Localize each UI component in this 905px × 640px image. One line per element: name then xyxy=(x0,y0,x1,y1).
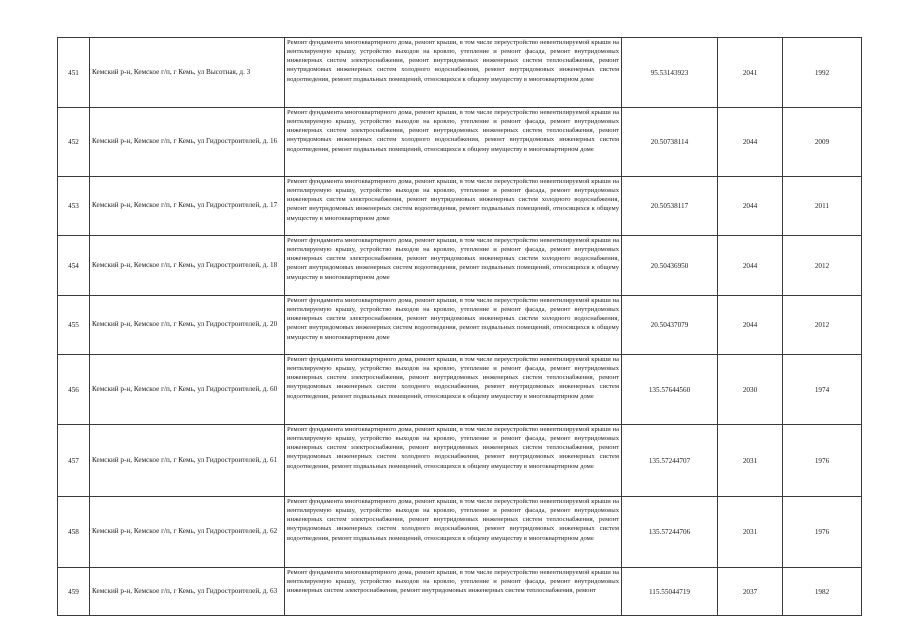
repair-works-text: Ремонт фундамента многоквартирного дома, ремонт крыши, в том числе переустройство невентилируемой крыши на вентилируемую крышу, устройство выходов на кровлю, утепление и ремонт фасада, ремонт внутридомовых инженерных систем электроснабжения, ремонт внутридомовых инженерных систем теплоснабжения, ремонт внутридомовых инженерных систем холодного водоснабжения, ремонт внутридомовых инженерных систем водоотведения, ремонт подвальных помещений, относящихся к общему имуществу в многоквартирном доме xyxy=(287,498,619,542)
cost-value: 115.55044719 xyxy=(622,568,718,616)
building-address: Кемский р-н, Кемское г/п, г Кемь, ул Гидростроителей, д. 16 xyxy=(90,108,285,177)
planned-year: 2044 xyxy=(718,236,783,296)
row-number: 457 xyxy=(58,425,90,497)
repair-works-text: Ремонт фундамента многоквартирного дома, ремонт крыши, в том числе переустройство невентилируемой крыши на вентилируемую крышу, устройство выходов на кровлю, утепление и ремонт фасада, ремонт внутридомовых инженерных систем электроснабжения, ремонт внутридомовых инженерных систем холодного водоснабжения, ремонт внутридомовых инженерных систем водоотведения, ремонт подвальных помещений, относящихся к общему имуществу в многоквартирном доме xyxy=(287,178,619,222)
row-number: 451 xyxy=(58,38,90,108)
cost-value: 135.57244707 xyxy=(622,425,718,497)
table-row xyxy=(58,38,862,108)
construction-year: 1974 xyxy=(783,355,862,425)
building-address: Кемский р-н, Кемское г/п, г Кемь, ул Гидростроителей, д. 20 xyxy=(90,296,285,355)
construction-year: 1992 xyxy=(783,38,862,108)
repair-works-text: Ремонт фундамента многоквартирного дома, ремонт крыши, в том числе переустройство невентилируемой крыши на вентилируемую крышу, устройство выходов на кровлю, утепление и ремонт фасада, ремонт внутридомовых инженерных систем электроснабжения, ремонт внутридомовых инженерных систем теплоснабжения, ремонт внутридомовых инженерных систем холодного водоснабжения, ремонт внутридомовых инженерных систем водоотведения, ремонт подвальных помещений, относящихся к общему имуществу в многоквартирном доме xyxy=(287,109,619,153)
repair-works-text: Ремонт фундамента многоквартирного дома, ремонт крыши, в том числе переустройство невентилируемой крыши на вентилируемую крышу, устройство выходов на кровлю, утепление и ремонт фасада, ремонт внутридомовых инженерных систем электроснабжения, ремонт внутридомовых инженерных систем холодного водоснабжения, ремонт внутридомовых инженерных систем водоотведения, ремонт подвальных помещений, относящихся к общему имуществу в многоквартирном доме xyxy=(287,297,619,341)
table-row xyxy=(58,425,862,497)
construction-year: 2012 xyxy=(783,296,862,355)
planned-year: 2030 xyxy=(718,355,783,425)
repair-works-text: Ремонт фундамента многоквартирного дома, ремонт крыши, в том числе переустройство невентилируемой крыши на вентилируемую крышу, устройство выходов на кровлю, утепление и ремонт фасада, ремонт внутридомовых инженерных систем электроснабжения, ремонт внутридомовых инженерных систем теплоснабжения, ремонт xyxy=(287,569,619,595)
repair-works xyxy=(285,108,622,177)
repair-works xyxy=(285,38,622,108)
construction-year: 2011 xyxy=(783,177,862,236)
table-row xyxy=(58,497,862,568)
cost-value: 20.50436950 xyxy=(622,236,718,296)
construction-year: 1982 xyxy=(783,568,862,616)
row-number: 454 xyxy=(58,236,90,296)
row-number: 459 xyxy=(58,568,90,616)
planned-year: 2041 xyxy=(718,38,783,108)
cost-value: 20.50437079 xyxy=(622,296,718,355)
planned-year: 2044 xyxy=(718,108,783,177)
cost-value: 20.50738114 xyxy=(622,108,718,177)
planned-year: 2044 xyxy=(718,296,783,355)
building-address: Кемский р-н, Кемское г/п, г Кемь, ул Гидростроителей, д. 60 xyxy=(90,355,285,425)
repair-works xyxy=(285,568,622,616)
table-row xyxy=(58,296,862,355)
cost-value: 95.53143923 xyxy=(622,38,718,108)
repair-works-text: Ремонт фундамента многоквартирного дома, ремонт крыши, в том числе переустройство невентилируемой крыши на вентилируемую крышу, устройство выходов на кровлю, утепление и ремонт фасада, ремонт внутридомовых инженерных систем электроснабжения, ремонт внутридомовых инженерных систем холодного водоснабжения, ремонт внутридомовых инженерных систем водоотведения, ремонт подвальных помещений, относящихся к общему имуществу в многоквартирном доме xyxy=(287,237,619,281)
planned-year: 2031 xyxy=(718,497,783,568)
repair-works xyxy=(285,236,622,296)
construction-year: 2009 xyxy=(783,108,862,177)
document-page xyxy=(57,37,848,617)
row-number: 455 xyxy=(58,296,90,355)
planned-year: 2037 xyxy=(718,568,783,616)
building-address: Кемский р-н, Кемское г/п, г Кемь, ул Высотная, д. 3 xyxy=(90,38,285,108)
repair-works xyxy=(285,425,622,497)
cost-value: 135.57644560 xyxy=(622,355,718,425)
building-address: Кемский р-н, Кемское г/п, г Кемь, ул Гидростроителей, д. 17 xyxy=(90,177,285,236)
building-address: Кемский р-н, Кемское г/п, г Кемь, ул Гидростроителей, д. 62 xyxy=(90,497,285,568)
repair-works xyxy=(285,177,622,236)
repair-works xyxy=(285,296,622,355)
repair-works xyxy=(285,355,622,425)
table-row xyxy=(58,568,862,616)
construction-year: 1976 xyxy=(783,425,862,497)
row-number: 458 xyxy=(58,497,90,568)
row-number: 456 xyxy=(58,355,90,425)
building-address: Кемский р-н, Кемское г/п, г Кемь, ул Гидростроителей, д. 61 xyxy=(90,425,285,497)
building-address: Кемский р-н, Кемское г/п, г Кемь, ул Гидростроителей, д. 63 xyxy=(90,568,285,616)
construction-year: 1976 xyxy=(783,497,862,568)
table-row xyxy=(58,355,862,425)
table-row xyxy=(58,108,862,177)
repair-works xyxy=(285,497,622,568)
planned-year: 2031 xyxy=(718,425,783,497)
row-number: 453 xyxy=(58,177,90,236)
building-address: Кемский р-н, Кемское г/п, г Кемь, ул Гидростроителей, д. 18 xyxy=(90,236,285,296)
repair-works-text: Ремонт фундамента многоквартирного дома, ремонт крыши, в том числе переустройство невентилируемой крыши на вентилируемую крышу, устройство выходов на кровлю, утепление и ремонт фасада, ремонт внутридомовых инженерных систем электроснабжения, ремонт внутридомовых инженерных систем теплоснабжения, ремонт внутридомовых инженерных систем холодного водоснабжения, ремонт внутридомовых инженерных систем водоотведения, ремонт подвальных помещений, относящихся к общему имуществу в многоквартирном доме xyxy=(287,39,619,83)
row-number: 452 xyxy=(58,108,90,177)
table-row xyxy=(58,177,862,236)
repair-works-text: Ремонт фундамента многоквартирного дома, ремонт крыши, в том числе переустройство невентилируемой крыши на вентилируемую крышу, устройство выходов на кровлю, утепление и ремонт фасада, ремонт внутридомовых инженерных систем электроснабжения, ремонт внутридомовых инженерных систем теплоснабжения, ремонт внутридомовых инженерных систем холодного водоснабжения, ремонт внутридомовых инженерных систем водоотведения, ремонт подвальных помещений, относящихся к общему имуществу в многоквартирном доме xyxy=(287,426,619,470)
capital-repair-table xyxy=(57,37,862,616)
repair-works-text: Ремонт фундамента многоквартирного дома, ремонт крыши, в том числе переустройство невентилируемой крыши на вентилируемую крышу, устройство выходов на кровлю, утепление и ремонт фасада, ремонт внутридомовых инженерных систем электроснабжения, ремонт внутридомовых инженерных систем теплоснабжения, ремонт внутридомовых инженерных систем холодного водоснабжения, ремонт внутридомовых инженерных систем водоотведения, ремонт подвальных помещений, относящихся к общему имуществу в многоквартирном доме xyxy=(287,356,619,400)
construction-year: 2012 xyxy=(783,236,862,296)
table-row xyxy=(58,236,862,296)
cost-value: 135.57244706 xyxy=(622,497,718,568)
planned-year: 2044 xyxy=(718,177,783,236)
cost-value: 20.50538117 xyxy=(622,177,718,236)
